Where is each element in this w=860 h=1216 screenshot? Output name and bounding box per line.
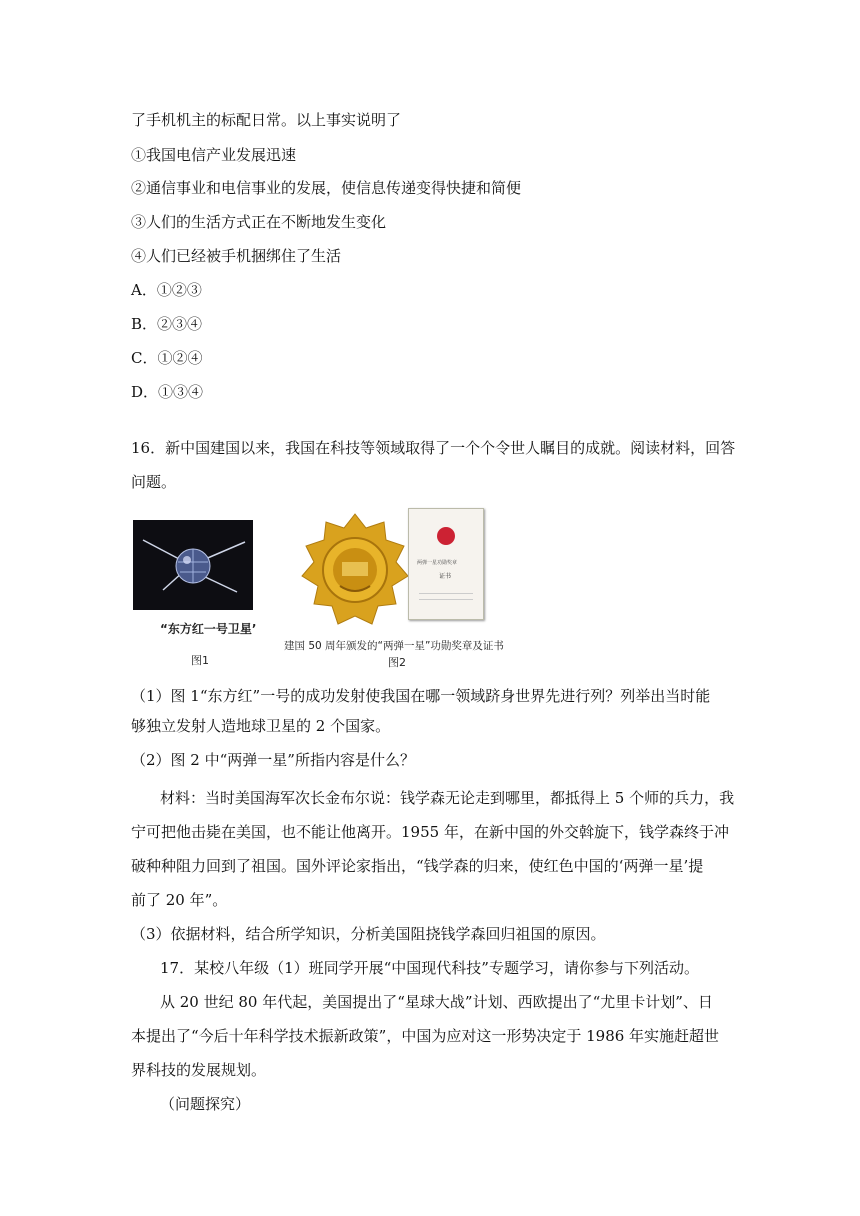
statement-1: ①我国电信产业发展迅速 — [131, 146, 297, 164]
figure-1-caption: “东方红一号卫星’ — [160, 622, 257, 636]
figure-2-label: 图2 — [388, 656, 406, 669]
certificate-line: 两弹一星功勋奖章 — [417, 560, 458, 566]
figure-2-caption: 建国 50 周年颁发的“两弹一星”功勋奖章及证书 — [284, 640, 504, 652]
material-line-1: 材料：当时美国海军次长金布尔说：钱学森无论走到哪里，都抵得上 5 个师的兵力，我 — [160, 789, 735, 807]
material-line-2: 宁可把他击毙在美国，也不能让他离开。1955 年，在新中国的外交斡旋下，钱学森终于冲 — [131, 823, 729, 841]
certificate-rule — [419, 599, 473, 600]
sub-question-1-line-2: 够独立发射人造地球卫星的 2 个国家。 — [131, 717, 391, 735]
option-d: D．①③④ — [131, 383, 204, 401]
statement-4: ④人们已经被手机捆绑住了生活 — [131, 247, 342, 265]
statement-2: ②通信事业和电信事业的发展，使信息传递变得快捷和简便 — [131, 179, 522, 197]
paragraph-17-line-3: 界科技的发展规划。 — [131, 1061, 267, 1079]
national-emblem-icon — [437, 527, 455, 545]
statement-3: ③人们的生活方式正在不断地发生变化 — [131, 213, 387, 231]
certificate-title: 证书 — [439, 573, 452, 580]
medal-image — [300, 512, 410, 630]
certificate-image — [408, 508, 484, 620]
sub-question-3: （3）依据材料，结合所学知识，分析美国阻挠钱学森回归祖国的原因。 — [131, 925, 606, 943]
paragraph-17-line-2: 本提出了“今后十年科学技术振新政策”，中国为应对这一形势决定于 1986 年实施赶超世 — [131, 1027, 720, 1045]
section-heading: （问题探究） — [160, 1095, 251, 1113]
option-b: B．②③④ — [131, 315, 203, 333]
material-line-4: 前了 20 年”。 — [131, 891, 228, 909]
question-16-line-2: 问题。 — [131, 473, 177, 491]
sub-question-2: （2）图 2 中“两弹一星”所指内容是什么？ — [131, 751, 415, 769]
satellite-photo — [133, 520, 253, 610]
material-line-3: 破种种阻力回到了祖国。国外评论家指出，“钱学森的归来，使红色中国的‘两弹一星’提 — [131, 857, 704, 875]
question-17: 17．某校八年级（1）班同学开展“中国现代科技”专题学习，请你参与下列活动。 — [160, 959, 699, 977]
sub-question-1-line-1: （1）图 1“东方红”一号的成功发射使我国在哪一领域跻身世界先进行列？列举出当时能 — [131, 687, 711, 705]
option-a: A．①②③ — [131, 281, 202, 299]
paragraph-17-line-1: 从 20 世纪 80 年代起，美国提出了“星球大战”计划、西欧提出了“尤里卡计划”、日 — [160, 993, 713, 1011]
certificate-rule — [419, 593, 473, 594]
text-line: 了手机机主的标配日常。以上事实说明了 — [131, 111, 402, 129]
figure-1-label: 图1 — [191, 654, 209, 667]
question-16-line-1: 16．新中国建国以来，我国在科技等领域取得了一个个令世人瞩目的成就。阅读材料，回答 — [131, 439, 736, 457]
option-c: C．①②④ — [131, 349, 203, 367]
